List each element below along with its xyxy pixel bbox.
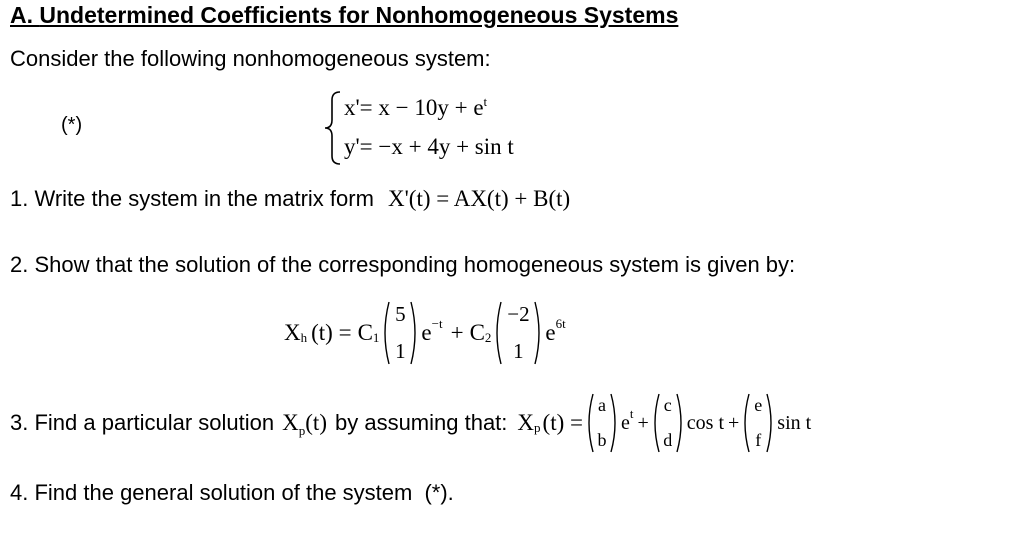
section-label: A. [10, 2, 33, 28]
q4-ref: (*). [424, 480, 454, 505]
eq1-exp: t [483, 94, 488, 109]
c1-symbol: C [357, 320, 373, 345]
vector-2 [503, 302, 533, 364]
q1-text: 1. Write the system in the matrix form [10, 186, 374, 211]
eq2-lhs: y' [344, 134, 360, 159]
exp1-power: −t [431, 316, 443, 331]
right-paren-ef [765, 392, 777, 454]
c2-symbol: C [469, 320, 485, 345]
term3: sin t [777, 411, 812, 434]
q3-lhs-subscript: p [534, 420, 541, 435]
vector-1 [391, 302, 409, 364]
term1-base: e [620, 411, 630, 434]
q3-xp-symbol: X [282, 410, 299, 435]
q3-text-2: by assuming that: [334, 410, 508, 435]
left-paren-cd [649, 392, 661, 454]
particular-solution-form [517, 392, 811, 454]
v2-top: −2 [507, 302, 530, 326]
vector-ef [751, 395, 765, 451]
right-paren-v1 [409, 300, 421, 366]
right-paren-ab [609, 392, 621, 454]
exp2-base: e [545, 320, 556, 345]
left-paren-v1 [379, 300, 391, 366]
xh-subscript: h [300, 330, 308, 345]
question-3 [10, 388, 811, 458]
q3-xp [282, 410, 327, 436]
question-1 [10, 186, 570, 212]
q3-xp-arg: (t) [305, 410, 327, 435]
intro-text: Consider the following nonhomogeneous system: [10, 46, 491, 71]
section-title: Undetermined Coefficients for Nonhomogeneous Systems [39, 2, 679, 28]
left-paren-v2 [491, 300, 503, 366]
c2-subscript: 2 [484, 330, 492, 345]
q3-text: 3. Find a particular solution [10, 410, 275, 435]
term1-exp: t [629, 406, 634, 421]
v2-bottom: 1 [513, 339, 524, 363]
system-brace [322, 90, 344, 166]
q3-lhs-symbol: X [517, 410, 535, 435]
vab-bottom: b [597, 430, 607, 450]
c1-subscript: 1 [372, 330, 380, 345]
right-paren-v2 [533, 300, 545, 366]
q3-lhs-arg: (t) = [542, 410, 583, 435]
left-paren-ab [583, 392, 595, 454]
vcd-bottom: d [663, 430, 673, 450]
q3-xp-subscript: p [298, 423, 306, 438]
system-equation-2 [344, 134, 514, 160]
question-2: 2. Show that the solution of the corresponding homogeneous system is given by: [10, 252, 796, 277]
vef-bottom: f [755, 430, 762, 450]
system-equation-1 [344, 95, 487, 121]
q1-formula: X'(t) = AX(t) + B(t) [388, 186, 571, 211]
section-heading [10, 2, 678, 29]
xh-arg: (t) = [311, 320, 352, 345]
vector-ab [595, 395, 609, 451]
plus-2: + [728, 411, 740, 434]
plus-sign: + [450, 320, 464, 345]
homogeneous-solution [284, 298, 566, 368]
v1-bottom: 1 [395, 339, 406, 363]
term2: cos t [686, 411, 724, 434]
eq1-lhs: x' [344, 95, 360, 120]
right-paren-cd [675, 392, 687, 454]
v1-top: 5 [395, 302, 406, 326]
vef-top: e [754, 395, 763, 415]
vab-top: a [597, 395, 606, 415]
vector-cd [661, 395, 675, 451]
system-label: (*) [61, 114, 83, 136]
left-paren-ef [739, 392, 751, 454]
eq1-rhs: = x − 10y + e [359, 95, 484, 120]
plus-1: + [637, 411, 649, 434]
exp2-power: 6t [555, 316, 566, 331]
xh-symbol: X [284, 320, 301, 345]
question-4 [10, 480, 454, 506]
q4-text: 4. Find the general solution of the system [10, 480, 413, 505]
exp1-base: e [421, 320, 432, 345]
eq2-rhs: = −x + 4y + sin t [359, 134, 514, 159]
vcd-top: c [663, 395, 672, 415]
